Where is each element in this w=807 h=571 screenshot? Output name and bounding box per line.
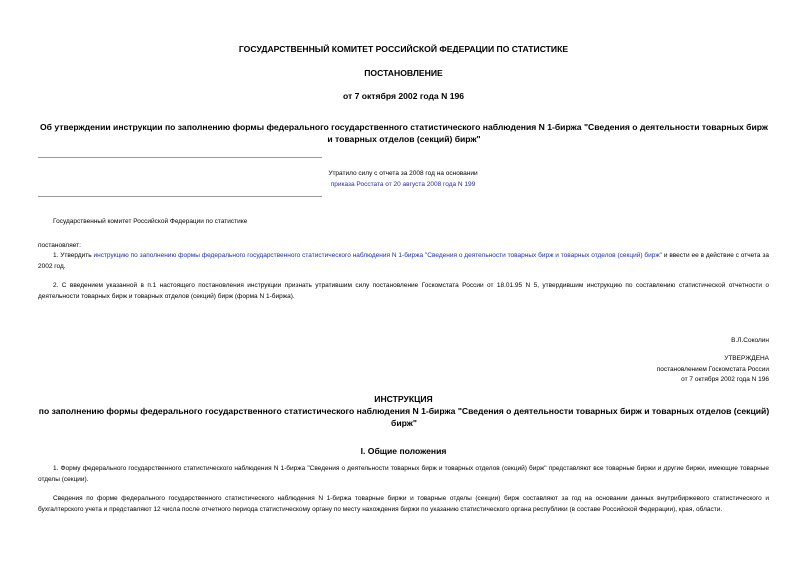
paragraph-2: 2. С введением указанной в п.1 настоящего постановления инструкции признать утратившим силу постановление Госкомстата России от 18.01.95 N 5, утвердившим инструкцию по составлению статистической отчетности о деятельности товарных бирж и товарных отделов (секций) бирж (форма N 1-биржа).	[38, 282, 769, 300]
paragraph-1	[38, 251, 769, 272]
document-type: ПОСТАНОВЛЕНИЕ	[364, 68, 443, 78]
divider-top	[38, 157, 322, 158]
issuer-line: Государственный комитет Российской Федерации по статистике	[53, 218, 248, 225]
document-date-number: от 7 октября 2002 года N 196	[342, 91, 465, 101]
paragraph-1-prefix: 1. Утвердить	[53, 252, 94, 259]
agency-heading: ГОСУДАРСТВЕННЫЙ КОМИТЕТ РОССИЙСКОЙ ФЕДЕРАЦИИ ПО СТАТИСТИКЕ	[238, 44, 569, 54]
signature: В.Л.Соколин	[731, 337, 769, 344]
instruction-title: ИНСТРУКЦИЯ	[374, 394, 433, 404]
resolves-line: постановляет:	[38, 242, 81, 249]
status-note-link[interactable]: приказа Росстата от 20 августа 2008 года N 199	[330, 180, 476, 188]
approval-block	[657, 354, 769, 386]
status-note	[300, 169, 506, 190]
status-note-text: Утратило силу с отчета за 2008 год на основании	[328, 170, 478, 177]
paragraph-1-suffix: и ввести ее в действие с отчета за 2002 год.	[38, 252, 769, 270]
approval-line-1: УТВЕРЖДЕНА	[724, 355, 769, 362]
instruction-link[interactable]: инструкцию по заполнению формы федерального государственного статистического наблюдения N 1-биржа "Сведения о деятельности товарных бирж и товарных отделов (секций) бирж"	[93, 252, 662, 259]
section-1-paragraph-2: Сведения по форме федерального государственного статистического наблюдения N 1-биржа товарные биржи и товарные отделы (секции) бирж составляют за год на основании данных внутрибиржевого статистического и бухгалтерского учета и представляют 12 числа после отчетного периода статистическому органу по месту нахождения биржи по указанию статистического органа республики (в составе Российской Федерации), края, области.	[38, 495, 769, 513]
instruction-subtitle: по заполнению формы федерального государственного статистического наблюдения N 1-биржа "Сведения о деятельности товарных бирж и товарных отделов (секций) бирж"	[38, 406, 770, 428]
approval-line-3: от 7 октября 2002 года N 196	[681, 376, 769, 383]
section-1-title: I. Общие положения	[360, 446, 447, 456]
document-title: Об утверждении инструкции по заполнению формы федерального государственного статистического наблюдения N 1-биржа "Сведения о деятельности товарных бирж и товарных отделов (секций) бирж"	[40, 122, 768, 144]
approval-line-2: постановлением Госкомстата России	[656, 365, 769, 373]
divider-bottom	[38, 196, 322, 197]
section-1-paragraph-1: 1. Форму федерального государственного статистического наблюдения N 1-биржа "Сведения о деятельности товарных бирж и товарных отделов (секций) бирж" представляют все товарные биржи и другие биржи, имеющие товарные отделы (секции).	[38, 465, 769, 483]
